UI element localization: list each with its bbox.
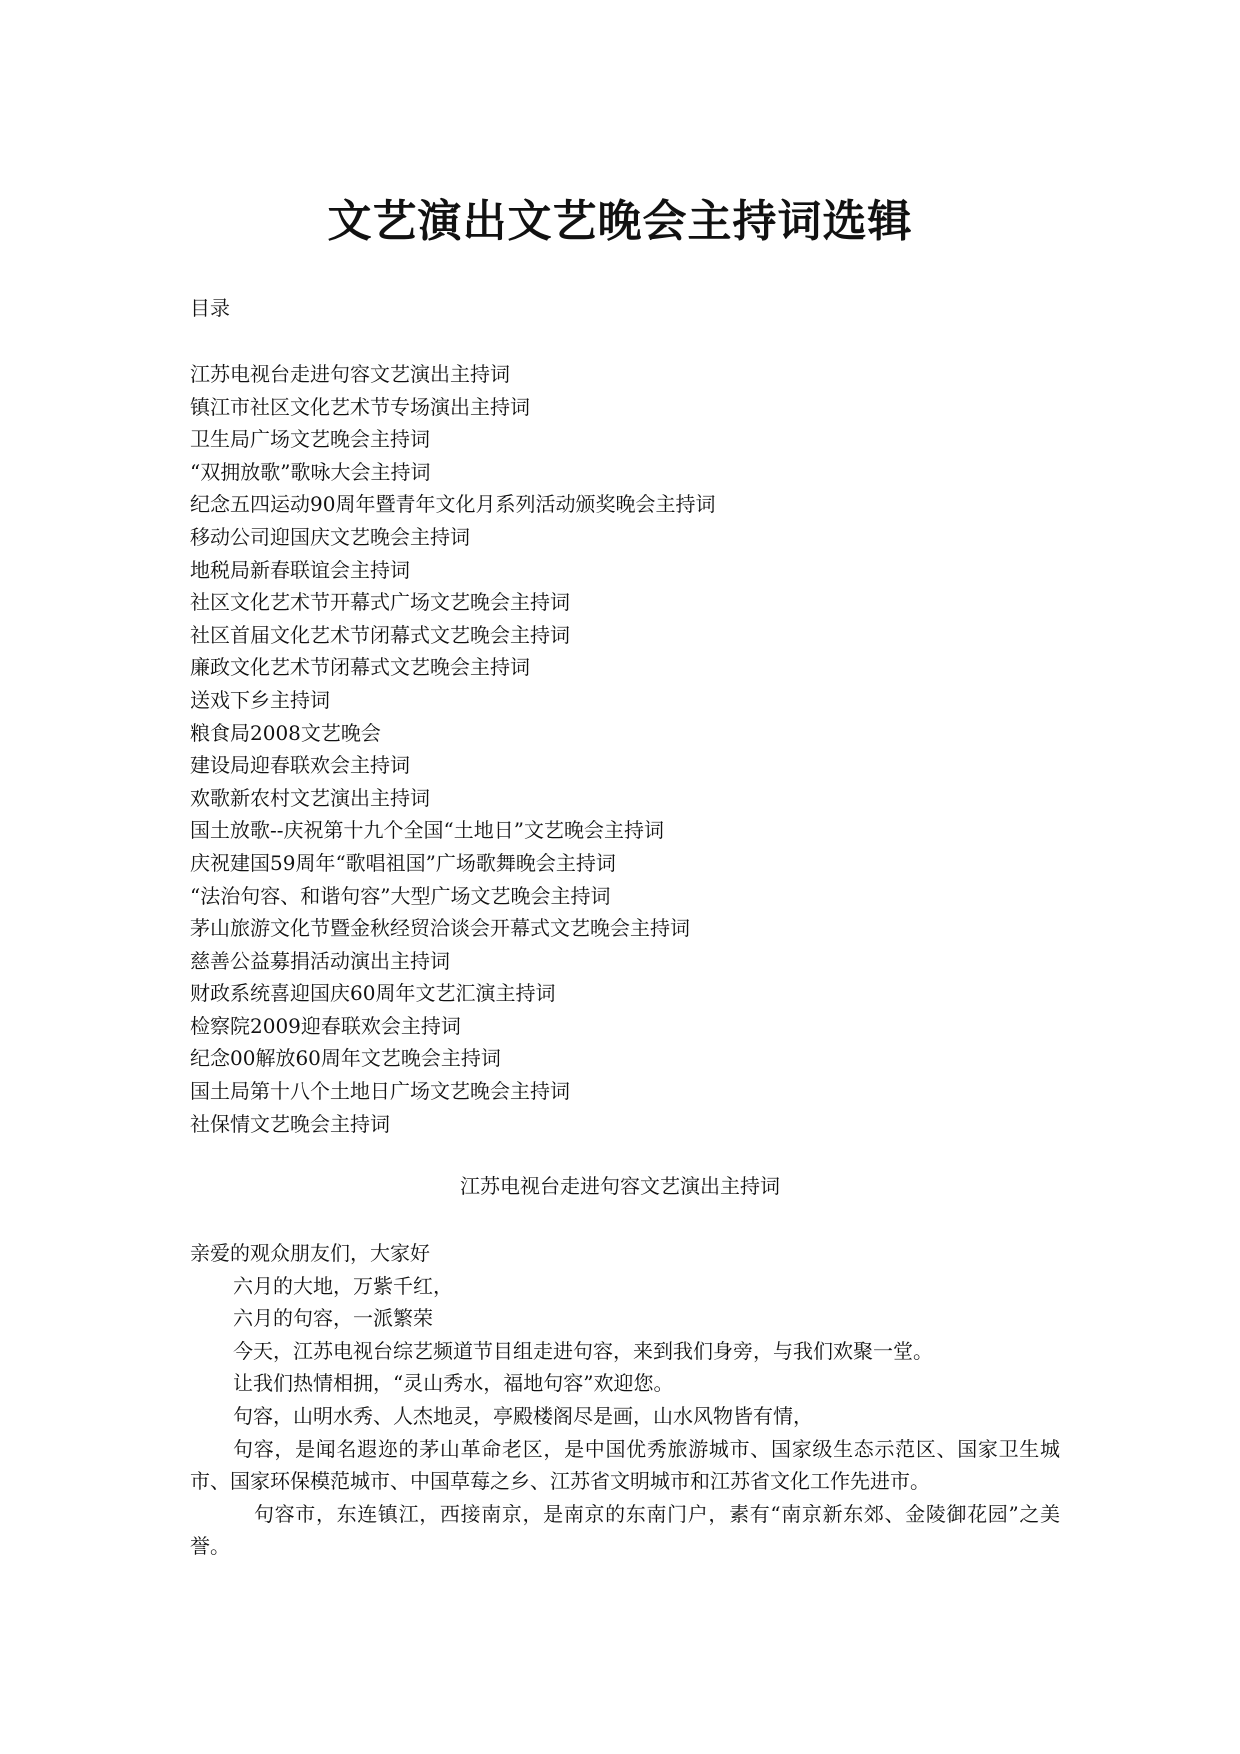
toc-item: 茅山旅游文化节暨金秋经贸洽谈会开幕式文艺晚会主持词 <box>190 916 690 941</box>
toc-item: 粮食局2008文艺晚会 <box>190 720 381 745</box>
paragraph: 今天，江苏电视台综艺频道节目组走进句容，来到我们身旁，与我们欢聚一堂。 <box>233 1338 933 1363</box>
toc-item: 国土放歌--庆祝第十九个全国“土地日”文艺晚会主持词 <box>190 818 664 843</box>
toc-item: 庆祝建国59周年“歌唱祖国”广场歌舞晚会主持词 <box>190 850 616 875</box>
paragraph: 让我们热情相拥，“灵山秀水，福地句容”欢迎您。 <box>233 1371 674 1396</box>
toc-label: 目录 <box>190 296 230 320</box>
toc-item: 送戏下乡主持词 <box>190 687 330 712</box>
table-of-contents <box>190 358 1090 1140</box>
paragraph: 句容市，东连镇江，西接南京，是南京的东南门户，素有“南京新东郊、金陵御花园”之美誉。 <box>190 1501 1060 1559</box>
toc-item: 社区文化艺术节开幕式广场文艺晚会主持词 <box>190 590 570 615</box>
toc-item: 镇江市社区文化艺术节专场演出主持词 <box>190 394 530 419</box>
paragraph: 亲爱的观众朋友们，大家好 <box>190 1241 430 1265</box>
paragraph: 六月的句容，一派繁荣 <box>233 1306 433 1331</box>
toc-item: 卫生局广场文艺晚会主持词 <box>190 427 430 452</box>
toc-item: 移动公司迎国庆文艺晚会主持词 <box>190 524 470 549</box>
toc-item: 社区首届文化艺术节闭幕式文艺晚会主持词 <box>190 622 570 647</box>
toc-item: 廉政文化艺术节闭幕式文艺晚会主持词 <box>190 655 530 680</box>
paragraph: 句容，山明水秀、人杰地灵，亭殿楼阁尽是画，山水风物皆有情， <box>233 1403 813 1428</box>
document-title: 文艺演出文艺晚会主持词选辑 <box>327 196 913 248</box>
toc-item: 欢歌新农村文艺演出主持词 <box>190 785 430 810</box>
toc-item: 慈善公益募捐活动演出主持词 <box>190 948 450 973</box>
toc-item: 检察院2009迎春联欢会主持词 <box>190 1013 461 1038</box>
toc-item: 纪念00解放60周年文艺晚会主持词 <box>190 1046 501 1071</box>
toc-item: “双拥放歌”歌咏大会主持词 <box>190 459 431 484</box>
toc-item: 国土局第十八个土地日广场文艺晚会主持词 <box>190 1079 570 1104</box>
toc-item: 财政系统喜迎国庆60周年文艺汇演主持词 <box>190 981 556 1006</box>
toc-item: “法治句容、和谐句容”大型广场文艺晚会主持词 <box>190 883 611 908</box>
section-title: 江苏电视台走进句容文艺演出主持词 <box>460 1174 780 1198</box>
toc-item: 江苏电视台走进句容文艺演出主持词 <box>190 362 510 386</box>
toc-item: 纪念五四运动90周年暨青年文化月系列活动颁奖晚会主持词 <box>190 492 716 517</box>
paragraph: 六月的大地，万紫千红， <box>233 1273 453 1298</box>
toc-item: 地税局新春联谊会主持词 <box>190 557 410 582</box>
paragraph: 句容，是闻名遐迩的茅山革命老区，是中国优秀旅游城市、国家级生态示范区、国家卫生城市、国家环保模范城市、中国草莓之乡、江苏省文明城市和江苏省文化工作先进市。 <box>190 1436 1060 1494</box>
toc-item: 社保情文艺晚会主持词 <box>190 1111 390 1136</box>
toc-item: 建设局迎春联欢会主持词 <box>190 753 410 778</box>
section-body <box>190 1237 1060 1563</box>
